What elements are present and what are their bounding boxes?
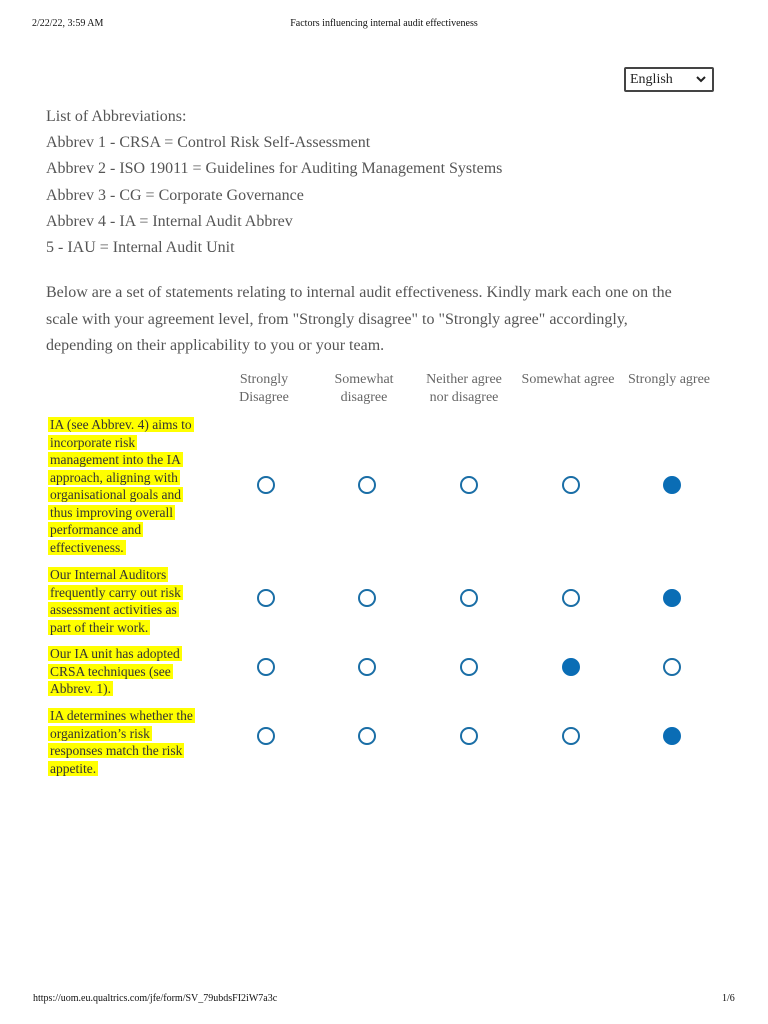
abbreviations-heading: List of Abbreviations: (46, 108, 187, 125)
radio-neither-agree-nor-disagree[interactable] (460, 476, 478, 494)
radio-strongly-agree[interactable] (663, 589, 681, 607)
radio-strongly-agree[interactable] (663, 727, 681, 745)
print-datetime: 2/22/22, 3:59 AM (32, 18, 104, 29)
statement-label: Our Internal Auditors frequently carry out risk assessment activities as part of their work. (50, 567, 181, 635)
language-select-value: English (630, 72, 673, 87)
radio-strongly-disagree[interactable] (257, 658, 275, 676)
column-header-neither: Neither agree nor disagree (426, 372, 502, 405)
radio-neither-agree-nor-disagree[interactable] (460, 727, 478, 745)
radio-somewhat-disagree[interactable] (358, 476, 376, 494)
column-header-somewhat-disagree: Somewhat disagree (334, 372, 394, 405)
chevron-down-icon (695, 73, 707, 85)
radio-somewhat-agree[interactable] (562, 658, 580, 676)
radio-neither-agree-nor-disagree[interactable] (460, 589, 478, 607)
radio-somewhat-agree[interactable] (562, 727, 580, 745)
abbreviation-item: Abbrev 3 - CG = Corporate Governance (46, 186, 304, 204)
radio-somewhat-disagree[interactable] (358, 658, 376, 676)
abbreviation-item: Abbrev 4 - IA = Internal Audit Abbrev (46, 212, 293, 230)
radio-strongly-agree[interactable] (663, 658, 681, 676)
statement-label: IA (see Abbrev. 4) aims to incorporate risk management into the IA approach, aligning with organisational goals and thus improving overall performance and effectiveness. (50, 417, 192, 555)
abbreviation-item: Abbrev 1 - CRSA = Control Risk Self-Assessment (46, 134, 371, 152)
column-header-somewhat-agree: Somewhat agree (521, 372, 615, 387)
print-title: Factors influencing internal audit effectiveness (290, 18, 478, 29)
print-url: https://uom.eu.qualtrics.com/jfe/form/SV_79ubdsFI2iW7a3c (33, 993, 278, 1004)
radio-strongly-agree[interactable] (663, 476, 681, 494)
column-header-strongly-agree: Strongly agree (627, 372, 711, 387)
radio-somewhat-agree[interactable] (562, 589, 580, 607)
language-select[interactable] (624, 67, 714, 92)
radio-somewhat-disagree[interactable] (358, 589, 376, 607)
radio-strongly-disagree[interactable] (257, 727, 275, 745)
radio-somewhat-disagree[interactable] (358, 727, 376, 745)
page-number: 1/6 (722, 993, 735, 1004)
radio-strongly-disagree[interactable] (257, 589, 275, 607)
survey-instructions: Below are a set of statements relating to internal audit effectiveness. Kindly mark each one on the scale with your agreement level, from "Strongly disagree" to "Strongly agree" accordingly, depending on their applicability to you or your team. (46, 284, 672, 354)
column-header-strongly-disagree: Strongly Disagree (239, 372, 289, 405)
statement-label: IA determines whether the organization’s risk responses match the risk appetite. (50, 708, 193, 776)
abbreviation-item: Abbrev 2 - ISO 19011 = Guidelines for Auditing Management Systems (46, 160, 503, 178)
abbreviation-item: 5 - IAU = Internal Audit Unit (46, 239, 235, 257)
radio-strongly-disagree[interactable] (257, 476, 275, 494)
radio-neither-agree-nor-disagree[interactable] (460, 658, 478, 676)
radio-somewhat-agree[interactable] (562, 476, 580, 494)
abbreviations-list (46, 104, 502, 261)
statement-label: Our IA unit has adopted CRSA techniques (see Abbrev. 1). (50, 646, 180, 696)
